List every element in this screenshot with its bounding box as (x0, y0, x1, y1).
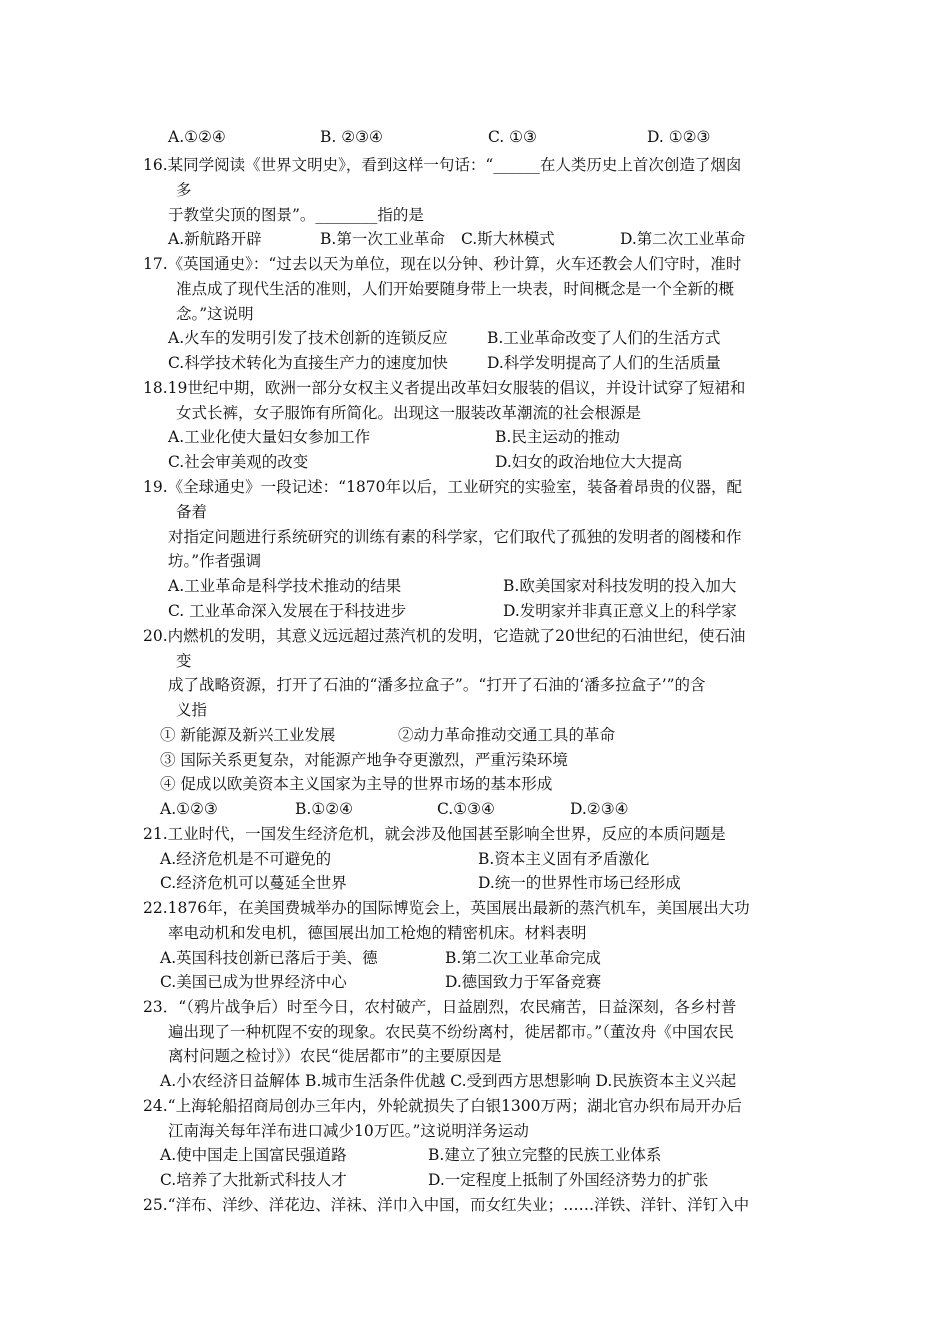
q20-stem-line-2: 变 (176, 652, 192, 670)
q20-option-b: B.①②④ (295, 800, 354, 818)
q22-option-b: B.第二次工业革命完成 (445, 949, 601, 967)
q23-stem-line-2: 遍出现了一种杌陧不安的现象。农民莫不纷纷离村，徙居都市。”（董汝舟《中国农民 (168, 1023, 734, 1041)
q24-stem-line-1: 24.“上海轮船招商局创办三年内，外轮就损失了白银1300万两；湖北官办织布局开办后 (143, 1097, 743, 1115)
q17-option-d: D.科学发明提高了人们的生活质量 (487, 354, 721, 372)
q15-option-c: C. ①③ (488, 128, 537, 146)
q16-stem-line-3: 于教堂尖顶的图景”。________指的是 (168, 206, 424, 224)
q20-item-3: ③ 国际关系更复杂，对能源产地争夺更激烈，严重污染环境 (160, 751, 568, 769)
q23-options-line: A.小农经济日益解体 B.城市生活条件优越 C.受到西方思想影响 D.民族资本主义兴起 (160, 1072, 737, 1090)
q17-option-b: B.工业革命改变了人们的生活方式 (487, 329, 721, 347)
q20-item-2: ②动力革命推动交通工具的革命 (398, 726, 616, 744)
q17-stem-line-1: 17.《英国通史》：“过去以天为单位，现在以分钟、秒计算，火车还教会人们守时，准时 (143, 255, 742, 273)
q21-option-d: D.统一的世界性市场已经形成 (478, 874, 681, 892)
q24-option-c: C.培养了大批新式科技人才 (160, 1171, 347, 1189)
q21-option-b: B.资本主义固有矛盾激化 (478, 850, 650, 868)
q20-option-a: A.①②③ (160, 800, 218, 818)
q16-option-c: C.斯大林模式 (461, 230, 555, 248)
q22-stem-line-2: 率电动机和发电机，德国展出加工枪炮的精密机床。材料表明 (168, 924, 587, 942)
q16-stem-line-1: 16.某同学阅读《世界文明史》，看到这样一句话：“______在人类历史上首次创造了烟囱 (143, 156, 742, 174)
q18-option-c: C.社会审美观的改变 (168, 453, 309, 471)
q15-option-d: D. ①②③ (647, 128, 711, 146)
q17-stem-line-2: 准点成了现代生活的准则，人们开始要随身带上一块表，时间概念是一个全新的概 (176, 280, 735, 298)
q19-stem-line-4: 坊。”作者强调 (168, 552, 262, 570)
q22-option-a: A.英国科技创新已落后于美、德 (160, 949, 378, 967)
q24-option-a: A.使中国走上国富民强道路 (160, 1146, 347, 1164)
q17-option-a: A.火车的发明引发了技术创新的连锁反应 (168, 329, 448, 347)
q16-option-b: B.第一次工业革命 (320, 230, 445, 248)
q16-option-a: A.新航路开辟 (168, 230, 262, 248)
q22-option-c: C.美国已成为世界经济中心 (160, 973, 347, 991)
q17-stem-line-3: 念。”这说明 (176, 305, 254, 323)
q19-stem-line-3: 对指定问题进行系统研究的训练有素的科学家，它们取代了孤独的发明者的阁楼和作 (168, 528, 742, 546)
q15-option-a: A.①②④ (168, 128, 226, 146)
q20-stem-line-1: 20.内燃机的发明，其意义远远超过蒸汽机的发明，它造就了20世纪的石油世纪，使石油 (143, 627, 746, 645)
q16-option-d: D.第二次工业革命 (620, 230, 746, 248)
q19-stem-line-1: 19.《全球通史》一段记述：“1870年以后，工业研究的实验室，装备着昂贵的仪器，配 (143, 478, 743, 496)
q21-stem-line-1: 21.工业时代，一国发生经济危机，就会涉及他国甚至影响全世界，反应的本质问题是 (143, 825, 726, 843)
q20-option-c: C.①③④ (437, 800, 495, 818)
q22-option-d: D.德国致力于军备竞赛 (445, 973, 602, 991)
q15-option-b: B. ②③④ (320, 128, 383, 146)
q21-option-a: A.经济危机是不可避免的 (160, 850, 332, 868)
q19-stem-line-2: 备着 (176, 503, 208, 521)
q20-item-1: ① 新能源及新兴工业发展 (160, 726, 336, 744)
q20-stem-line-3: 成了战略资源，打开了石油的“潘多拉盒子”。“打开了石油的‘潘多拉盒子’”的含 (168, 676, 706, 694)
q23-stem-line-1: 23．“（鸦片战争后）时至今日，农村破产，日益剧烈，农民痛苦，日益深刻，各乡村普 (143, 998, 737, 1016)
q22-stem-line-1: 22.1876年，在美国费城举办的国际博览会上，英国展出最新的蒸汽机车，美国展出大功 (143, 899, 750, 917)
q20-option-d: D.②③④ (570, 800, 629, 818)
q24-option-d: D.一定程度上抵制了外国经济势力的扩张 (428, 1171, 709, 1189)
q19-option-b: B.欧美国家对科技发明的投入加大 (503, 577, 737, 595)
q20-item-4: ④ 促成以欧美资本主义国家为主导的世界市场的基本形成 (160, 775, 553, 793)
q18-option-b: B.民主运动的推动 (495, 428, 620, 446)
q20-stem-line-4: 义指 (176, 701, 208, 719)
q23-stem-line-3: 离村问题之检讨》）农民“徙居都市”的主要原因是 (168, 1047, 502, 1065)
q19-option-c: C. 工业革命深入发展在于科技进步 (168, 602, 407, 620)
q17-option-c: C.科学技术转化为直接生产力的速度加快 (168, 354, 448, 372)
q16-stem-line-2: 多 (176, 181, 192, 199)
q18-option-a: A.工业化使大量妇女参加工作 (168, 428, 371, 446)
q18-option-d: D.妇女的政治地位大大提高 (495, 453, 683, 471)
q21-option-c: C.经济危机可以蔓延全世界 (160, 874, 347, 892)
q24-option-b: B.建立了独立完整的民族工业体系 (428, 1146, 662, 1164)
q24-stem-line-2: 江南海关每年洋布进口减少10万匹。”这说明洋务运动 (168, 1122, 529, 1140)
q25-stem-line-1: 25.“洋布、洋纱、洋花边、洋袜、洋巾入中国，而女红失业；……洋铁、洋针、洋钉入中 (143, 1196, 750, 1214)
q18-stem-line-1: 18.19世纪中期，欧洲一部分女权主义者提出改革妇女服装的倡议，并设计试穿了短裙和 (143, 379, 746, 397)
q19-option-a: A.工业革命是科学技术推动的结果 (168, 577, 402, 595)
q18-stem-line-2: 女式长裤，女子服饰有所简化。出现这一服装改革潮流的社会根源是 (176, 404, 642, 422)
q19-option-d: D.发明家并非真正意义上的科学家 (503, 602, 737, 620)
